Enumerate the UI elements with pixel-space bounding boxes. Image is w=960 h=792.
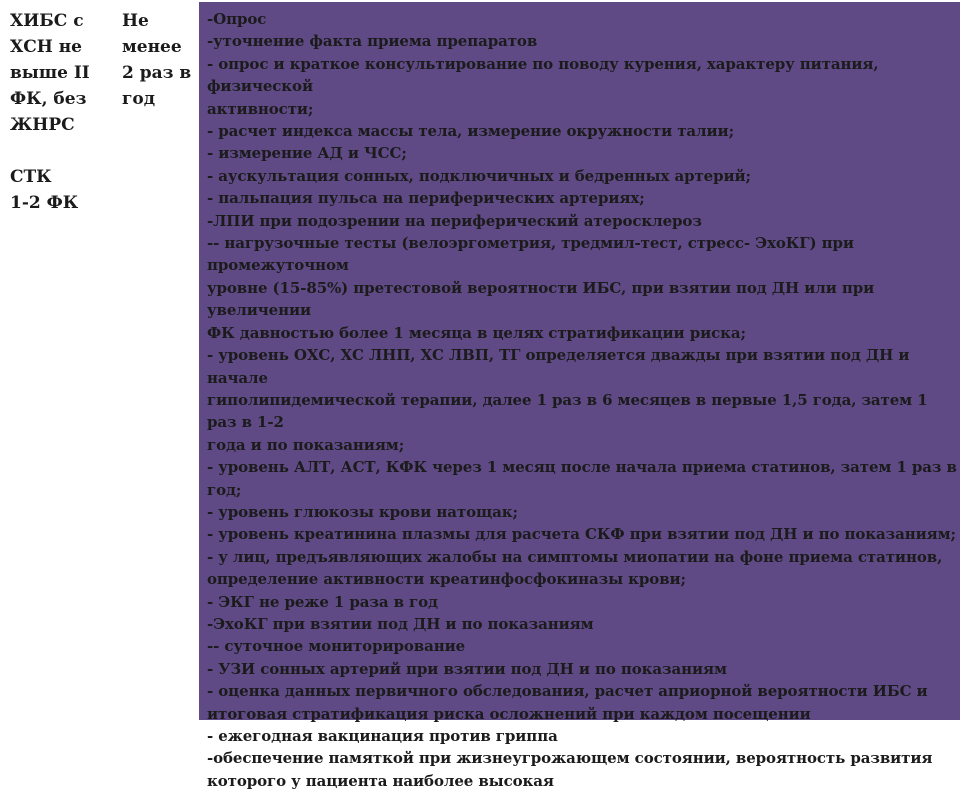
measure-item: - уровень креатинина плазмы для расчета СКФ при взятии под ДН и по показаниям; xyxy=(207,525,956,544)
measure-item: - уровень ОХС, ХС ЛНП, ХС ЛВП, ТГ определяется дважды при взятии под ДН и начале гиполипидемической терапии, далее 1 раз в 6 месяцев в первые 1,5 года, затем 1 раз в 1-2 года и по показаниям; xyxy=(207,346,928,454)
measure-item: - пальпация пульса на периферических артериях; xyxy=(207,189,645,208)
measure-item: - опрос и краткое консультирование по поводу курения, характеру питания, физической активности; xyxy=(207,54,879,118)
measure-item: - расчет индекса массы тела, измерение окружности талии; xyxy=(207,122,735,141)
measure-item: - уровень глюкозы крови натощак; xyxy=(207,502,518,521)
measures-panel xyxy=(199,2,960,790)
measure-item: - ежегодная вакцинация против гриппа xyxy=(207,727,558,745)
condition-cell: ХИБС с ХСН не выше II ФК, без ЖНРС СТК 1-2 ФК xyxy=(10,11,90,213)
measure-item: - ЭКГ не реже 1 раза в год xyxy=(207,592,438,611)
measure-item: - у лиц, предъявляющих жалобы на симптомы миопатии на фоне приема статинов, определение активности креатинфосфокиназы крови; xyxy=(207,547,943,589)
frequency-cell: Не менее 2 раз в год xyxy=(122,11,192,109)
measure-item: - аускультация сонных, подключичных и бедренных артерий; xyxy=(207,166,751,185)
measure-item: -- суточное мониторирование xyxy=(207,637,466,656)
measure-item: -обеспечение памяткой при жизнеугрожающем состоянии, вероятность развития которого у пациента наиболее высокая xyxy=(207,749,933,790)
measure-item: - УЗИ сонных артерий при взятии под ДН и по показаниям xyxy=(207,659,727,678)
measure-item: - оценка данных первичного обследования, расчет априорной вероятности ИБС и итоговая стратификация риска осложнений при каждом посещении xyxy=(207,682,928,723)
measure-item: - измерение АД и ЧСС; xyxy=(207,144,407,163)
measure-item: -ЭхоКГ при взятии под ДН и по показаниям xyxy=(207,614,594,633)
measure-item: -ЛПИ при подозрении на периферический атеросклероз xyxy=(207,211,702,230)
measure-item: - уровень АЛТ, АСТ, КФК через 1 месяц после начала приема статинов, затем 1 раз в год; xyxy=(207,458,957,499)
measure-item: -уточнение факта приема препаратов xyxy=(207,32,538,51)
measure-item: -Опрос xyxy=(207,10,267,28)
measure-item: -- нагрузочные тесты (велоэргометрия, тредмил-тест, стресс- ЭхоКГ) при промежуточном уровне (15-85%) претестовой вероятности ИБС, при взятии под ДН или при увеличении ФК давностью более 1 месяца в целях стратификации риска; xyxy=(207,234,875,342)
